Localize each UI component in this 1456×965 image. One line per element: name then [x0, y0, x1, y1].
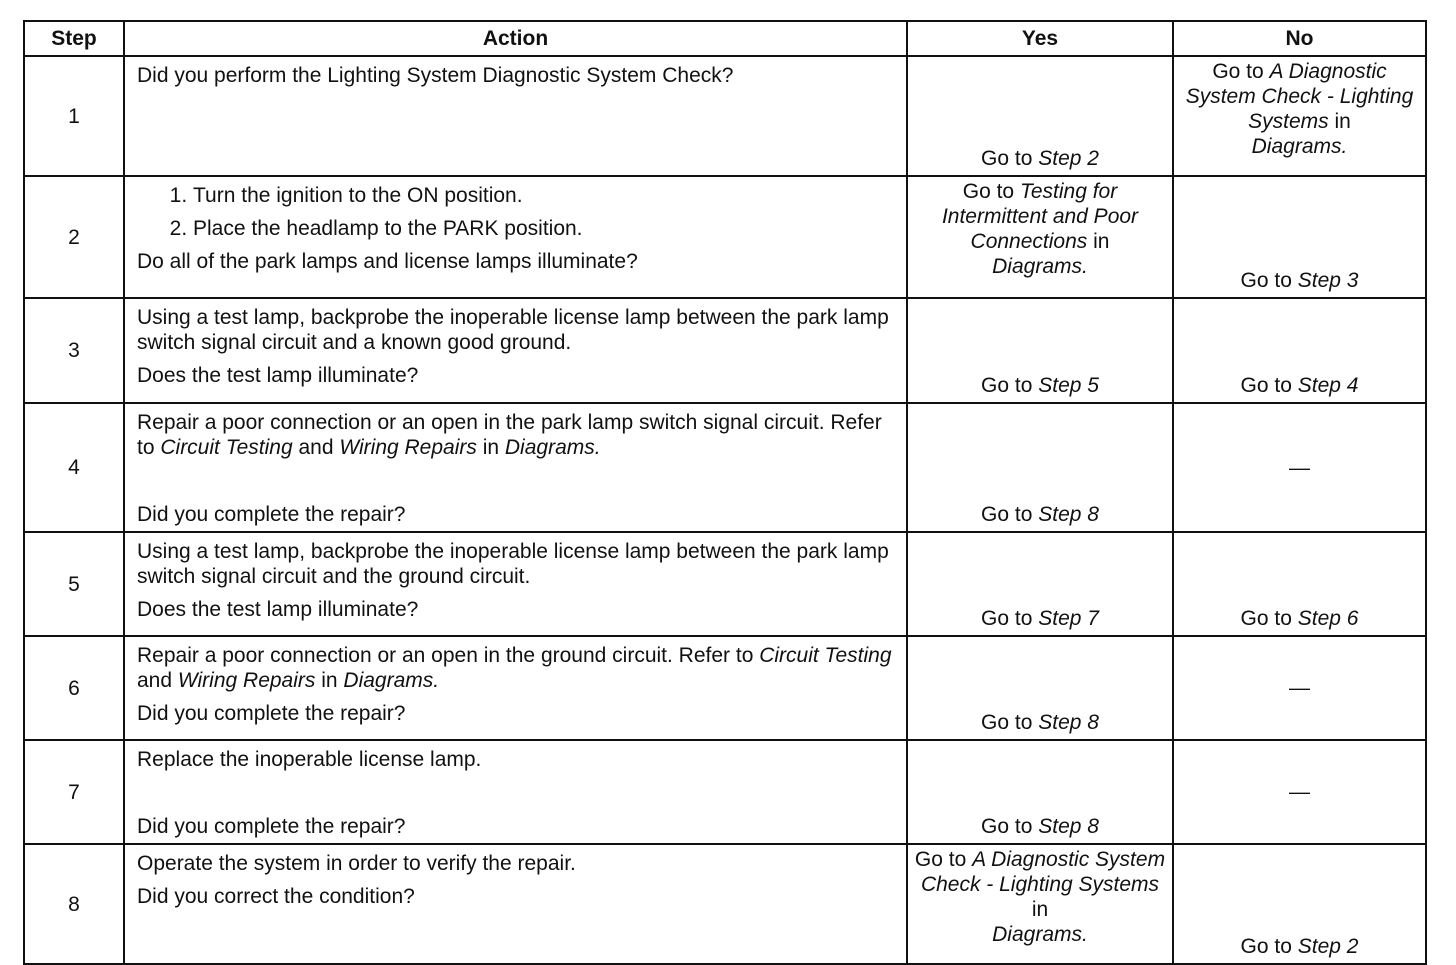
- action-cell: [124, 403, 907, 532]
- no-cell: [1173, 298, 1426, 403]
- action-cell: [124, 56, 907, 176]
- step-number: 5: [24, 532, 124, 636]
- action-text: Using a test lamp, backprobe the inoperable license lamp between the park lamp switch signal circuit and the ground circuit.: [137, 540, 889, 588]
- no-cell: [1173, 844, 1426, 964]
- table-row: [24, 403, 1426, 532]
- no-goto[interactable]: Go to Step 6: [1240, 607, 1359, 630]
- yes-goto[interactable]: Go to Step 8: [981, 503, 1099, 526]
- substep-item: 2. Place the headlamp to the PARK position.: [193, 216, 898, 241]
- action-question: Did you complete the repair?: [137, 503, 406, 526]
- table-row: [24, 532, 1426, 636]
- header-action: Action: [124, 21, 907, 56]
- yes-goto[interactable]: Go to Testing for Intermittent and Poor Connections in Diagrams.: [941, 180, 1139, 278]
- no-cell: [1173, 56, 1426, 176]
- yes-cell: [907, 740, 1173, 844]
- action-cell: [124, 298, 907, 403]
- yes-cell: [907, 532, 1173, 636]
- yes-goto[interactable]: Go to Step 5: [981, 374, 1099, 397]
- yes-cell: [907, 56, 1173, 176]
- step-number: 1: [24, 56, 124, 176]
- no-cell: [1173, 740, 1426, 844]
- no-cell: [1173, 176, 1426, 298]
- table-row: [24, 740, 1426, 844]
- no-cell: [1173, 636, 1426, 740]
- action-text: Using a test lamp, backprobe the inoperable license lamp between the park lamp switch signal circuit and a known good ground.: [137, 306, 889, 354]
- yes-cell: [907, 176, 1173, 298]
- header-step: Step: [24, 21, 124, 56]
- step-number: 6: [24, 636, 124, 740]
- yes-goto[interactable]: Go to Step 8: [981, 815, 1099, 838]
- action-question: Did you complete the repair?: [137, 815, 406, 838]
- table-row: [24, 844, 1426, 964]
- action-cell: [124, 844, 907, 964]
- action-question: Did you complete the repair?: [137, 702, 406, 725]
- no-goto[interactable]: Go to Step 4: [1240, 374, 1359, 397]
- no-dash: —: [1289, 676, 1310, 700]
- no-dash: —: [1289, 780, 1310, 804]
- yes-cell: [907, 844, 1173, 964]
- step-number: 3: [24, 298, 124, 403]
- no-cell: [1173, 532, 1426, 636]
- action-question: Does the test lamp illuminate?: [137, 598, 419, 621]
- substep-item: 1. Turn the ignition to the ON position.: [193, 183, 898, 208]
- table-row: [24, 636, 1426, 740]
- action-cell: [124, 636, 907, 740]
- yes-goto[interactable]: Go to A Diagnostic System Check - Lighting Systems in Diagrams.: [914, 848, 1166, 946]
- yes-goto[interactable]: Go to Step 2: [981, 147, 1099, 170]
- step-number: 4: [24, 403, 124, 532]
- table-row: [24, 176, 1426, 298]
- action-text: Operate the system in order to verify the repair.: [137, 852, 576, 875]
- yes-goto[interactable]: Go to Step 8: [981, 711, 1099, 734]
- table-row: [24, 56, 1426, 176]
- action-text: Did you perform the Lighting System Diagnostic System Check?: [137, 64, 734, 87]
- yes-cell: [907, 298, 1173, 403]
- action-question: Did you correct the condition?: [137, 885, 415, 908]
- action-question: Do all of the park lamps and license lamps illuminate?: [137, 250, 638, 273]
- table-header-row: [24, 21, 1426, 56]
- yes-cell: [907, 636, 1173, 740]
- diagnostic-table: [23, 20, 1427, 965]
- step-number: 2: [24, 176, 124, 298]
- action-text: Replace the inoperable license lamp.: [137, 748, 482, 771]
- header-no: No: [1173, 21, 1426, 56]
- action-cell: [124, 532, 907, 636]
- no-goto[interactable]: Go to A Diagnostic System Check - Lighting Systems in Diagrams.: [1185, 60, 1414, 158]
- action-cell: [124, 176, 907, 298]
- no-cell: [1173, 403, 1426, 532]
- header-yes: Yes: [907, 21, 1173, 56]
- substep-list: [137, 183, 898, 241]
- no-goto[interactable]: Go to Step 2: [1240, 935, 1359, 958]
- action-question: Does the test lamp illuminate?: [137, 364, 419, 387]
- no-goto[interactable]: Go to Step 3: [1240, 269, 1359, 292]
- action-text: Repair a poor connection or an open in the ground circuit. Refer to Circuit Testing and Wiring Repairs in Diagrams.: [137, 644, 892, 692]
- action-text: Repair a poor connection or an open in the park lamp switch signal circuit. Refer to Circuit Testing and Wiring Repairs in Diagrams.: [137, 411, 882, 459]
- yes-cell: [907, 403, 1173, 532]
- no-dash: —: [1289, 456, 1310, 479]
- table-row: [24, 298, 1426, 403]
- step-number: 8: [24, 844, 124, 964]
- yes-goto[interactable]: Go to Step 7: [981, 607, 1099, 630]
- action-cell: [124, 740, 907, 844]
- step-number: 7: [24, 740, 124, 844]
